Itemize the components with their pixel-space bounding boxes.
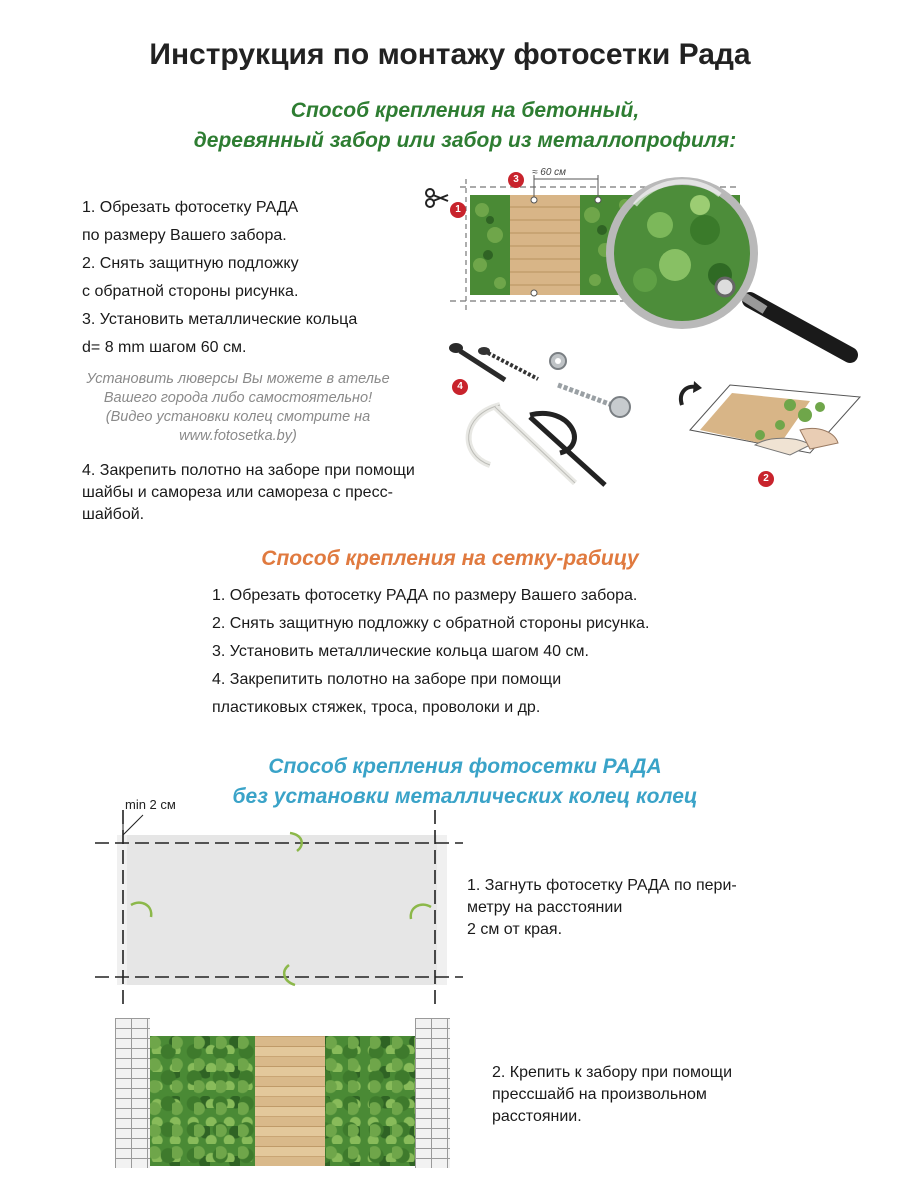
section1-heading-line1: Способ крепления на бетонный, [290, 99, 640, 122]
section2-step-line: пластиковых стяжек, троса, проволоки и др. [212, 699, 541, 716]
fence-path-boards [255, 1036, 325, 1166]
press-washer-screw-icon [558, 385, 630, 417]
hardware-illustration [440, 335, 640, 495]
curved-arrow-icon [681, 381, 702, 405]
page-title: Инструкция по монтажу фотосетки Рада [149, 38, 751, 71]
grommet-note [48, 370, 428, 446]
scissors-icon [426, 189, 448, 207]
brick-pillar-right [415, 1018, 450, 1168]
bolt-icon [449, 343, 505, 380]
step-badge-1: 1 [450, 202, 466, 218]
screw-icon [478, 347, 538, 379]
step4-line: шайбы и самореза или самореза с пресс- [82, 484, 393, 501]
fold-diagram [95, 797, 470, 1015]
section1-heading-line2: деревянный забор или забор из металлопрофиля: [193, 129, 737, 152]
section1-step-line: по размеру Вашего забора. [82, 227, 287, 244]
peel-illustration [660, 375, 880, 495]
section2-step-line: 3. Установить металлические кольца шагом 40 см. [212, 643, 589, 660]
note-line: Установить люверсы Вы можете в ателье [86, 371, 390, 387]
section2-step-line: 2. Снять защитную подложку с обратной стороны рисунка. [212, 615, 650, 632]
section3-heading-line2: без установки металлических колец колец [232, 785, 698, 808]
step4-line: шайбой. [82, 506, 145, 523]
section3-step1-line: 2 см от края. [467, 921, 563, 938]
section3-step1-line: метру на расстоянии [467, 899, 623, 916]
min-margin-label: min 2 см [125, 797, 176, 812]
section3-step1 [467, 875, 807, 941]
step-badge-4: 4 [452, 379, 468, 395]
brick-pillar-left [115, 1018, 150, 1168]
hardware-illustration-svg [440, 335, 640, 495]
dimension-label: ≈ 60 см [532, 167, 567, 178]
section2-step-line: 1. Обрезать фотосетку РАДА по размеру Вашего забора. [212, 587, 638, 604]
section1-step-line: d= 8 mm шагом 60 см. [82, 339, 247, 356]
section1-step4 [82, 460, 472, 526]
washer-icon [550, 353, 566, 369]
section1-steps [82, 194, 422, 362]
note-line: Вашего города либо самостоятельно! [103, 390, 373, 406]
note-line: (Видео установки колец смотрите на [105, 409, 371, 425]
section1-heading [0, 96, 900, 156]
section2-heading: Способ крепления на сетку-рабицу [261, 547, 639, 570]
section1-step-line: с обратной стороны рисунка. [82, 283, 299, 300]
fold-diagram-svg [95, 805, 470, 1015]
note-link[interactable]: www.fotosetka.by) [179, 428, 297, 444]
section2-step-line: 4. Закрепитить полотно на заборе при помощи [212, 671, 562, 688]
section3-step2 [492, 1062, 812, 1128]
section3-step2-line: прессшайб на произвольном [492, 1086, 707, 1103]
section1-step-line: 1. Обрезать фотосетку РАДА [82, 199, 299, 216]
section1-step-line: 2. Снять защитную подложку [82, 255, 299, 272]
step-badge-2: 2 [758, 471, 774, 487]
fence-illustration [115, 1018, 450, 1168]
step4-line: 4. Закрепить полотно на заборе при помощи [82, 462, 415, 479]
step-badge-3: 3 [508, 172, 524, 188]
magnifier-icon [610, 181, 850, 355]
section3-step2-line: 2. Крепить к забору при помощи [492, 1064, 733, 1081]
section3-heading-line1: Способ крепления фотосетки РАДА [268, 755, 662, 778]
section3-step1-line: 1. Загнуть фотосетку РАДА по пери- [467, 877, 737, 894]
section3-step2-line: расстоянии. [492, 1108, 582, 1125]
cable-tie-icon [469, 405, 605, 485]
section2-steps [212, 582, 772, 722]
section1-step-line: 3. Установить металлические кольца [82, 311, 358, 328]
